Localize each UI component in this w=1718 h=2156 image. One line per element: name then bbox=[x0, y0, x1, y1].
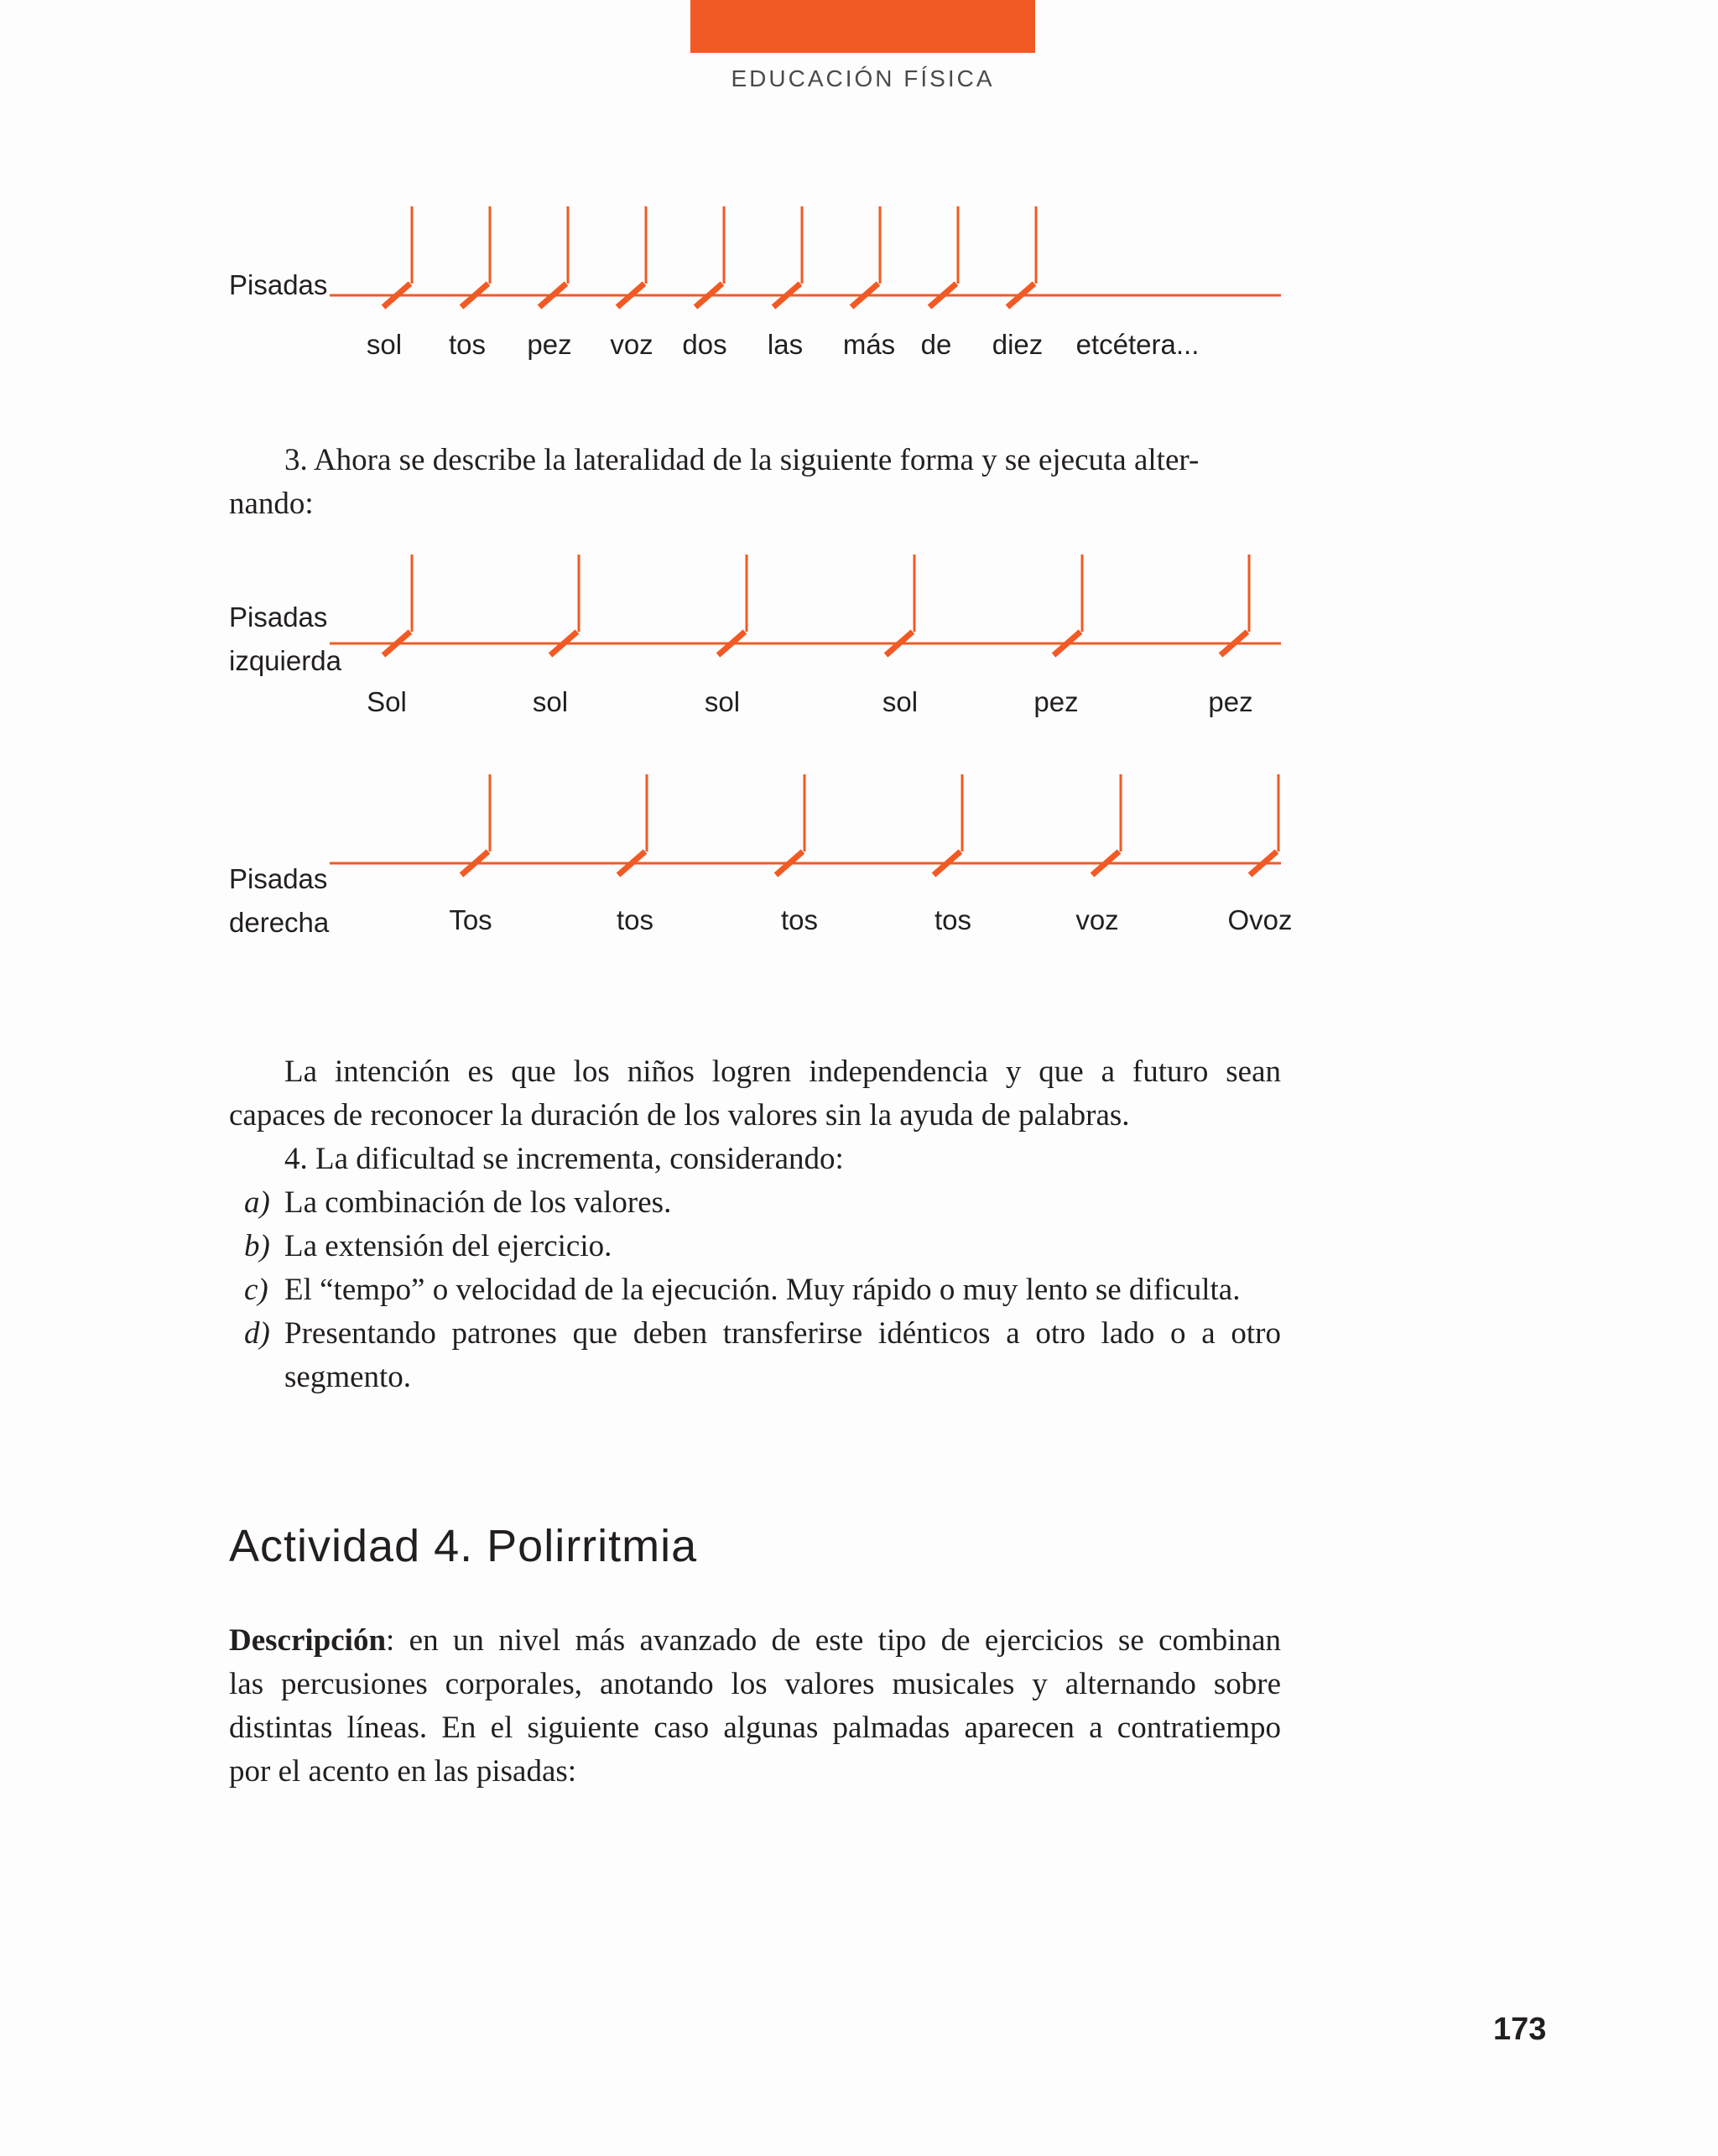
syllable-word: sol bbox=[532, 686, 569, 717]
desc-line3: distintas líneas. En el siguiente caso algunas palmadas aparecen a contratiempo bbox=[229, 1711, 1281, 1745]
syllable-word: pez bbox=[527, 329, 572, 360]
syllable-word: Tos bbox=[449, 904, 492, 935]
desc-line1 bbox=[229, 1619, 1281, 1663]
syllable-word: tos bbox=[448, 329, 487, 360]
step-mark bbox=[1221, 555, 1249, 655]
syllable-word: tos bbox=[934, 904, 972, 935]
syllable-word: etcétera... bbox=[1075, 329, 1200, 360]
step-mark bbox=[539, 206, 568, 307]
syllable-word: pez bbox=[1208, 686, 1253, 717]
activity-heading: Actividad 4. Polirritmia bbox=[229, 1521, 698, 1571]
step-mark bbox=[773, 206, 802, 307]
rhythm-diagram-1 bbox=[0, 201, 1718, 319]
step-mark bbox=[934, 774, 962, 875]
step-mark bbox=[776, 774, 804, 875]
diagram2-left-label-line1: Pisadas bbox=[229, 601, 328, 633]
step4-intro: 4. La dificultad se incrementa, considerando: bbox=[284, 1142, 844, 1176]
rhythm-diagram-left bbox=[0, 549, 1718, 667]
syllable-word: sol bbox=[704, 686, 741, 717]
diagram1-label: Pisadas bbox=[229, 269, 328, 300]
syllable-word: de bbox=[920, 329, 952, 360]
diagram2-right-label-line2: derecha bbox=[229, 907, 330, 938]
step-mark bbox=[617, 206, 646, 307]
desc-line4: por el acento en las pisadas: bbox=[229, 1754, 577, 1789]
list-marker: d) bbox=[244, 1316, 270, 1351]
syllable-word: tos bbox=[780, 904, 819, 935]
desc-line2: las percusiones corporales, anotando los valores musicales y alternando sobre bbox=[229, 1667, 1281, 1701]
step-mark bbox=[383, 206, 412, 307]
step3-line1: 3. Ahora se describe la lateralidad de la siguiente forma y se ejecuta alter- bbox=[284, 443, 1200, 477]
header-accent-tab bbox=[690, 0, 1035, 53]
intent-line2: capaces de reconocer la duración de los valores sin la ayuda de palabras. bbox=[229, 1098, 1130, 1133]
syllable-word: tos bbox=[616, 904, 654, 935]
syllable-word: dos bbox=[682, 329, 727, 360]
list-text: La combinación de los valores. bbox=[284, 1185, 672, 1220]
step3-line2: nando: bbox=[229, 487, 314, 521]
list-marker: b) bbox=[244, 1229, 270, 1263]
activity-description bbox=[229, 1619, 1281, 1794]
step-mark bbox=[1054, 555, 1082, 655]
list-text bbox=[284, 1312, 1281, 1399]
list-text: La extensión del ejercicio. bbox=[284, 1229, 612, 1263]
list-text-line1: Presentando patrones que deben transferirse idénticos a otro lado o a otro bbox=[284, 1316, 1281, 1351]
syllable-word: más bbox=[842, 329, 896, 360]
step-mark bbox=[618, 774, 647, 875]
page-number: 173 bbox=[1493, 2012, 1547, 2047]
desc-label: Descripción bbox=[229, 1623, 387, 1658]
diagram2-left-label-line2: izquierda bbox=[229, 645, 341, 676]
step-mark bbox=[695, 206, 724, 307]
step-mark bbox=[1092, 774, 1121, 875]
list-marker: a) bbox=[244, 1185, 270, 1220]
step3-text bbox=[229, 439, 1281, 526]
syllable-word: Sol bbox=[367, 686, 407, 717]
syllable-word: voz bbox=[1075, 904, 1119, 935]
intent-line1: La intención es que los niños logren independencia y que a futuro sean bbox=[284, 1055, 1281, 1089]
list-text-line2: segmento. bbox=[284, 1360, 412, 1394]
step-mark bbox=[1007, 206, 1036, 307]
step-mark bbox=[929, 206, 958, 307]
rhythm-diagram-right bbox=[0, 769, 1718, 887]
list-text: El “tempo” o velocidad de la ejecución. Muy rápido o muy lento se dificulta. bbox=[284, 1273, 1241, 1307]
syllable-word: diez bbox=[992, 329, 1044, 360]
syllable-word: voz bbox=[610, 329, 653, 360]
step-mark bbox=[886, 555, 914, 655]
step-mark bbox=[718, 555, 747, 655]
step-mark bbox=[461, 206, 490, 307]
step-mark bbox=[1250, 774, 1278, 875]
step-mark bbox=[383, 555, 412, 655]
syllable-word: las bbox=[767, 329, 804, 360]
syllable-word: sol bbox=[366, 329, 403, 360]
step-mark bbox=[550, 555, 579, 655]
intent-paragraph bbox=[229, 1050, 1281, 1138]
list-marker: c) bbox=[244, 1273, 268, 1307]
syllable-word: Ovoz bbox=[1227, 904, 1293, 935]
running-head: EDUCACIÓN FÍSICA bbox=[731, 65, 995, 91]
desc-line1-text: : en un nivel más avanzado de este tipo de ejercicios se combinan bbox=[386, 1623, 1281, 1658]
step-mark bbox=[851, 206, 880, 307]
step-mark bbox=[461, 774, 490, 875]
syllable-word: sol bbox=[882, 686, 919, 717]
syllable-word: pez bbox=[1033, 686, 1079, 717]
diagram2-right-label-line1: Pisadas bbox=[229, 863, 328, 894]
